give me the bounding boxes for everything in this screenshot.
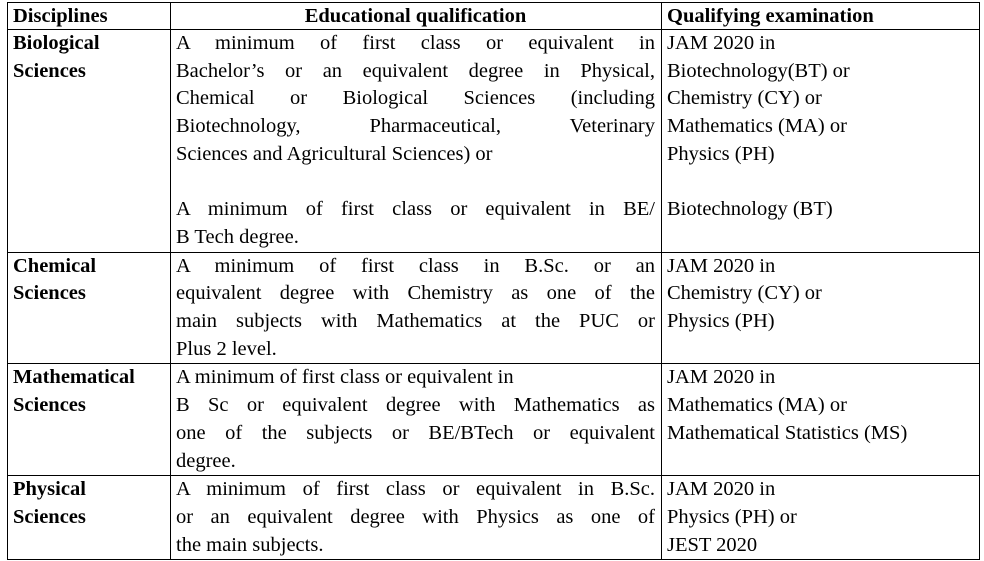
discipline-line: Sciences: [13, 282, 86, 305]
examination-cell: [662, 252, 980, 364]
qualification-line: Biotechnology, Pharmaceutical, Veterinary: [176, 115, 655, 138]
qualification-line: Plus 2 level.: [176, 337, 277, 360]
table-row: [8, 30, 980, 253]
discipline-line: Chemical: [13, 254, 97, 277]
examination-line: Physics (PH): [667, 142, 775, 165]
discipline-line: Sciences: [13, 59, 86, 82]
examination-line: Mathematics (MA) or: [667, 394, 847, 417]
examination-cell: [662, 476, 980, 560]
header-qualifying-examination: Qualifying examination: [662, 3, 980, 30]
examination-line: JAM 2020 in: [667, 478, 776, 501]
qualification-line: Sciences and Agricultural Sciences) or: [176, 142, 493, 165]
table-row: [8, 252, 980, 364]
examination-line: Biotechnology(BT) or: [667, 59, 850, 82]
eligibility-table: [7, 2, 980, 560]
header-educational-qualification: Educational qualification: [171, 3, 662, 30]
qualification-line: A minimum of first class or equivalent in: [176, 32, 655, 54]
discipline-line: Biological: [13, 32, 100, 54]
examination-line: Mathematical Statistics (MS): [667, 421, 908, 444]
paragraph-gap: [176, 169, 655, 197]
qualification-line: degree.: [176, 449, 236, 472]
header-disciplines: Disciplines: [8, 3, 171, 30]
discipline-cell: [8, 30, 171, 253]
examination-cell: [662, 30, 980, 253]
discipline-line: Sciences: [13, 394, 86, 417]
qualification-line: A minimum of first class or equivalent in: [176, 366, 514, 389]
discipline-line: Mathematical: [13, 366, 135, 389]
qualification-line: the main subjects.: [176, 533, 324, 556]
qualification-line: B Sc or equivalent degree with Mathematics as: [176, 394, 655, 417]
examination-line: Mathematics (MA) or: [667, 115, 847, 138]
examination-cell: [662, 364, 980, 476]
examination-line: JAM 2020 in: [667, 254, 776, 277]
qualification-line: A minimum of first class in B.Sc. or an: [176, 254, 655, 277]
discipline-line: Sciences: [13, 505, 86, 528]
examination-line: JEST 2020: [667, 533, 758, 556]
qualification-cell: [171, 364, 662, 476]
qualification-cell: [171, 252, 662, 364]
qualification-line: one of the subjects or BE/BTech or equivalent: [176, 421, 655, 444]
discipline-cell: [8, 476, 171, 560]
examination-line: Physics (PH): [667, 310, 775, 333]
header-row: [8, 3, 980, 30]
table-row: [8, 476, 980, 560]
paragraph-gap: [667, 169, 973, 197]
examination-line: Biotechnology (BT): [667, 198, 833, 221]
discipline-cell: [8, 252, 171, 364]
examination-line: Physics (PH) or: [667, 505, 797, 528]
examination-line: JAM 2020 in: [667, 366, 776, 389]
qualification-line: main subjects with Mathematics at the PUC or: [176, 310, 655, 333]
qualification-cell: [171, 30, 662, 253]
examination-line: Chemistry (CY) or: [667, 282, 822, 305]
table-row: [8, 364, 980, 476]
discipline-line: Physical: [13, 478, 86, 501]
discipline-cell: [8, 364, 171, 476]
qualification-line: or an equivalent degree with Physics as one of: [176, 505, 655, 528]
qualification-line: A minimum of first class or equivalent in B.Sc.: [176, 478, 655, 501]
examination-line: JAM 2020 in: [667, 32, 776, 54]
qualification-line: Bachelor’s or an equivalent degree in Physical,: [176, 59, 655, 82]
qualification-line: A minimum of first class or equivalent in BE/: [176, 198, 655, 221]
qualification-line: Chemical or Biological Sciences (including: [176, 87, 655, 110]
qualification-cell: [171, 476, 662, 560]
qualification-line: B Tech degree.: [176, 225, 299, 248]
examination-line: Chemistry (CY) or: [667, 87, 822, 110]
qualification-line: equivalent degree with Chemistry as one of the: [176, 282, 655, 305]
